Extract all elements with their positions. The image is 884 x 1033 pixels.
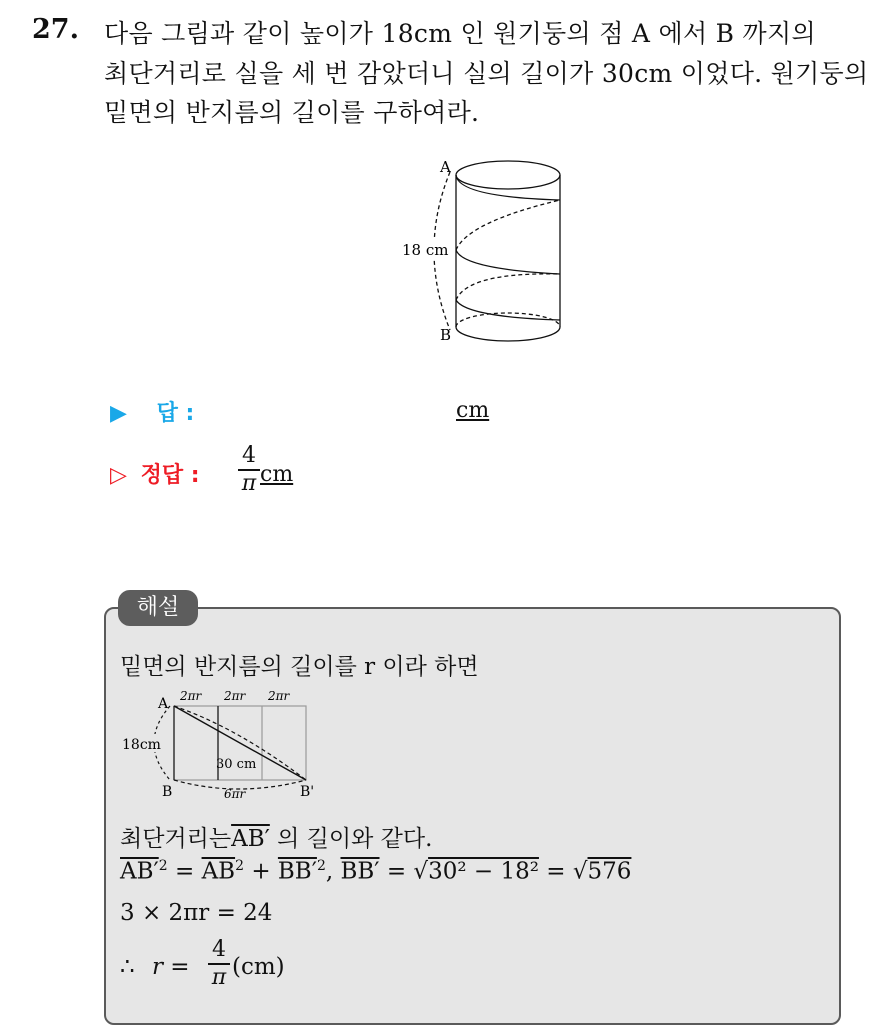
correct-unit: cm <box>260 462 294 487</box>
question-number: 27. <box>32 14 79 45</box>
net-label-bprime: B' <box>300 784 315 800</box>
explanation-tab: 해설 <box>118 590 198 626</box>
explanation-equation: $AB'^2 = \overline{AB}^2 + BB'^2$, BB′ = √30² − 18² = √576 <box>120 858 632 885</box>
answer-blank-unit: cm <box>456 398 490 423</box>
cylinder-figure <box>388 152 578 348</box>
question-line-1: 다음 그림과 같이 높이가 18cm 인 원기둥의 점 A 에서 B 까지의 <box>104 19 816 48</box>
correct-label: 정답 : <box>140 463 200 488</box>
explanation-line-1: 밑면의 반지름의 길이를 r 이라 하면 <box>120 654 479 680</box>
net-figure <box>118 688 328 806</box>
net-seg-2: 2πr <box>224 689 246 703</box>
explanation-fraction: 4 π <box>208 937 230 991</box>
answer-label: 답 : <box>156 401 195 426</box>
correct-fraction <box>238 443 260 497</box>
correct-denominator: π <box>241 470 257 496</box>
net-label-b: B <box>162 784 173 800</box>
figure-height-label: 18 cm <box>402 241 449 259</box>
answer-arrow-icon: ▶ <box>110 401 127 426</box>
figure-label-b: B <box>440 326 452 344</box>
explanation-line-2: 최단거리는AB′ 의 길이와 같다. <box>120 826 433 852</box>
net-diagonal: 30 cm <box>216 757 257 772</box>
correct-numerator: 4 <box>242 443 256 468</box>
net-total: 6πr <box>224 787 246 801</box>
net-seg-1: 2πr <box>180 689 202 703</box>
figure-label-a: A <box>440 158 451 176</box>
question-line-3: 밑면의 반지름의 길이를 구하여라. <box>104 98 480 127</box>
explanation-line-4: 3 × 2πr = 24 <box>120 900 273 926</box>
net-height: 18cm <box>122 737 161 753</box>
explanation-unit: (cm) <box>232 954 285 980</box>
correct-arrow-icon: ▷ <box>110 463 127 488</box>
net-label-a: A <box>158 696 169 712</box>
net-seg-3: 2πr <box>268 689 290 703</box>
explanation-therefore: ∴ r = <box>120 954 190 980</box>
question-line-2: 최단거리로 실을 세 번 감았더니 실의 길이가 30cm 이었다. 원기둥의 <box>104 59 869 88</box>
